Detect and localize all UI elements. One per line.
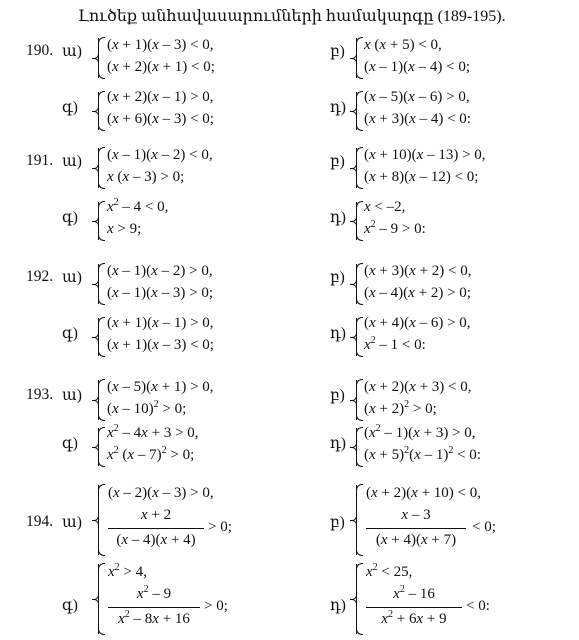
system-brace bbox=[98, 564, 99, 634]
fraction-relation: < 0: bbox=[466, 598, 490, 614]
inequality-line: (x + 4)(x – 6) > 0, bbox=[364, 315, 471, 331]
inequality-line: (x + 3)(x – 4) < 0: bbox=[364, 111, 471, 127]
system-brace bbox=[98, 148, 99, 188]
brace-point bbox=[357, 443, 363, 451]
inequality-line: (x + 8)(x – 12) < 0; bbox=[364, 169, 479, 185]
brace-point bbox=[99, 443, 105, 451]
fraction-relation: > 0; bbox=[208, 519, 232, 535]
brace-point bbox=[99, 217, 105, 225]
inequality-line: (x + 2)(x – 1) > 0, bbox=[107, 89, 214, 105]
fraction-relation: > 0; bbox=[204, 598, 228, 614]
system-brace bbox=[356, 318, 357, 356]
part-label: բ) bbox=[330, 43, 345, 60]
inequality-line: x < –2, bbox=[364, 199, 406, 215]
page-title: Լուծեք անհավասարումների համակարգը (189-195). bbox=[78, 8, 506, 25]
inequality-line: $x^2 - 4x + 3 > 0$, bbox=[107, 423, 199, 441]
inequality-line: $x^2 - 4 < 0$, bbox=[107, 197, 169, 215]
inequality-line: (x + 6)(x – 3) < 0; bbox=[107, 111, 214, 127]
system-brace bbox=[98, 428, 99, 466]
part-label: ա) bbox=[62, 514, 82, 531]
part-label: ա) bbox=[62, 269, 82, 286]
brace-point bbox=[357, 164, 363, 172]
brace-point bbox=[357, 333, 363, 341]
fraction-bar bbox=[108, 607, 200, 608]
part-label: դ) bbox=[330, 99, 346, 116]
inequality-line: $x^2$ (x – 7)$^2$ > 0; bbox=[107, 445, 195, 463]
inequality-line: x (x – 3) > 0; bbox=[107, 169, 185, 185]
fraction-denominator: (x – 4)(x + 4) bbox=[116, 532, 196, 548]
brace-point bbox=[357, 396, 363, 404]
inequality-line: $(x^2 - 1)(x + 3) > 0$, bbox=[364, 423, 476, 441]
inequality-line: $x^2 < 25$, bbox=[366, 562, 413, 580]
inequality-line: (x + 1)(x – 1) > 0, bbox=[107, 315, 214, 331]
problem-number: 190. bbox=[26, 42, 54, 59]
system-brace bbox=[98, 202, 99, 240]
inequality-line: (x – 5)(x + 1) > 0, bbox=[107, 379, 214, 395]
brace-point bbox=[357, 217, 363, 225]
inequality-line: (x + 1)(x – 3) < 0, bbox=[107, 37, 214, 53]
problem-number: 193. bbox=[26, 386, 54, 403]
system-brace bbox=[98, 264, 99, 304]
fraction-relation: < 0; bbox=[472, 519, 496, 535]
part-label: բ) bbox=[330, 269, 345, 286]
fraction-bar bbox=[366, 607, 462, 608]
brace-point bbox=[99, 107, 105, 115]
part-label: ա) bbox=[62, 387, 82, 404]
part-label: գ) bbox=[62, 99, 78, 116]
brace-point bbox=[357, 107, 363, 115]
inequality-line: (x – 4)(x + 2) > 0; bbox=[364, 285, 471, 301]
inequality-line: (x + 10)(x – 13) > 0, bbox=[364, 147, 486, 163]
brace-point bbox=[99, 54, 105, 62]
inequality-line: (x – 1)(x – 3) > 0; bbox=[107, 285, 213, 301]
brace-point bbox=[99, 396, 105, 404]
brace-point bbox=[99, 333, 105, 341]
inequality-line: (x + 2)(x + 10) < 0, bbox=[366, 485, 481, 501]
system-brace bbox=[356, 485, 357, 555]
part-label: գ) bbox=[62, 435, 78, 452]
inequality-line: $(x + 2)^2 > 0$; bbox=[364, 399, 437, 417]
problem-number: 191. bbox=[26, 152, 54, 169]
inequality-line: $x^2 - 1 < 0$: bbox=[364, 335, 426, 353]
part-label: գ) bbox=[62, 209, 78, 226]
system-brace bbox=[98, 92, 99, 130]
brace-point bbox=[99, 164, 105, 172]
inequality-line: (x – 1)(x – 2) > 0, bbox=[107, 263, 213, 279]
part-label: դ) bbox=[330, 597, 346, 614]
part-label: բ) bbox=[330, 387, 345, 404]
part-label: դ) bbox=[330, 209, 346, 226]
inequality-line: (x + 2)(x + 3) < 0, bbox=[364, 379, 472, 395]
inequality-line: (x – 1)(x – 2) < 0, bbox=[107, 147, 213, 163]
system-brace bbox=[356, 264, 357, 304]
system-brace bbox=[98, 318, 99, 356]
fraction-denominator: $x^2 + 6x + 9$ bbox=[381, 609, 447, 627]
system-brace bbox=[356, 38, 357, 78]
inequality-line: $(x + 5)^2(x - 1)^2 < 0$: bbox=[364, 445, 481, 463]
inequality-line: (x + 3)(x + 2) < 0, bbox=[364, 263, 472, 279]
fraction-numerator: $x^2 - 9$ bbox=[136, 584, 172, 602]
brace-point bbox=[357, 516, 363, 524]
brace-point bbox=[357, 280, 363, 288]
inequality-line: $x^2 - 9 > 0$: bbox=[364, 219, 426, 237]
brace-point bbox=[357, 54, 363, 62]
fraction-numerator: $x^2 - 16$ bbox=[393, 584, 435, 602]
part-label: ա) bbox=[62, 153, 82, 170]
system-brace bbox=[356, 564, 357, 634]
part-label: գ) bbox=[62, 597, 78, 614]
inequality-line: x (x + 5) < 0, bbox=[364, 37, 442, 53]
inequality-line: x > 9; bbox=[107, 221, 142, 237]
system-brace bbox=[356, 92, 357, 130]
part-label: ա) bbox=[62, 43, 82, 60]
inequality-line: (x – 2)(x – 3) > 0, bbox=[108, 485, 214, 501]
problem-number: 194. bbox=[26, 513, 54, 530]
inequality-line: (x + 1)(x – 3) < 0; bbox=[107, 337, 214, 353]
system-brace bbox=[98, 380, 99, 420]
inequality-line: (x – 1)(x – 4) < 0; bbox=[364, 59, 470, 75]
brace-point bbox=[357, 595, 363, 603]
system-brace bbox=[356, 380, 357, 420]
system-brace bbox=[356, 428, 357, 466]
fraction-numerator: x + 2 bbox=[140, 507, 172, 523]
system-brace bbox=[98, 485, 99, 555]
problem-number: 192. bbox=[26, 268, 54, 285]
inequality-line: (x – 10)$^2$ > 0; bbox=[107, 399, 187, 417]
system-brace bbox=[98, 38, 99, 78]
fraction-numerator: x – 3 bbox=[401, 507, 431, 523]
inequality-line: $x^2 > 4$, bbox=[108, 562, 147, 580]
inequality-line: (x + 2)(x + 1) < 0; bbox=[107, 59, 215, 75]
fraction-denominator: $x^2 - 8x + 16$ bbox=[118, 609, 190, 627]
part-label: գ) bbox=[62, 325, 78, 342]
system-brace bbox=[356, 148, 357, 188]
part-label: բ) bbox=[330, 514, 345, 531]
fraction-denominator: (x + 4)(x + 7) bbox=[375, 532, 457, 548]
brace-point bbox=[99, 280, 105, 288]
fraction-bar bbox=[108, 528, 204, 529]
system-brace bbox=[356, 202, 357, 240]
brace-point bbox=[99, 595, 105, 603]
part-label: դ) bbox=[330, 435, 346, 452]
brace-point bbox=[99, 516, 105, 524]
part-label: դ) bbox=[330, 325, 346, 342]
part-label: բ) bbox=[330, 153, 345, 170]
fraction-bar bbox=[366, 528, 466, 529]
inequality-line: (x – 5)(x – 6) > 0, bbox=[364, 89, 470, 105]
